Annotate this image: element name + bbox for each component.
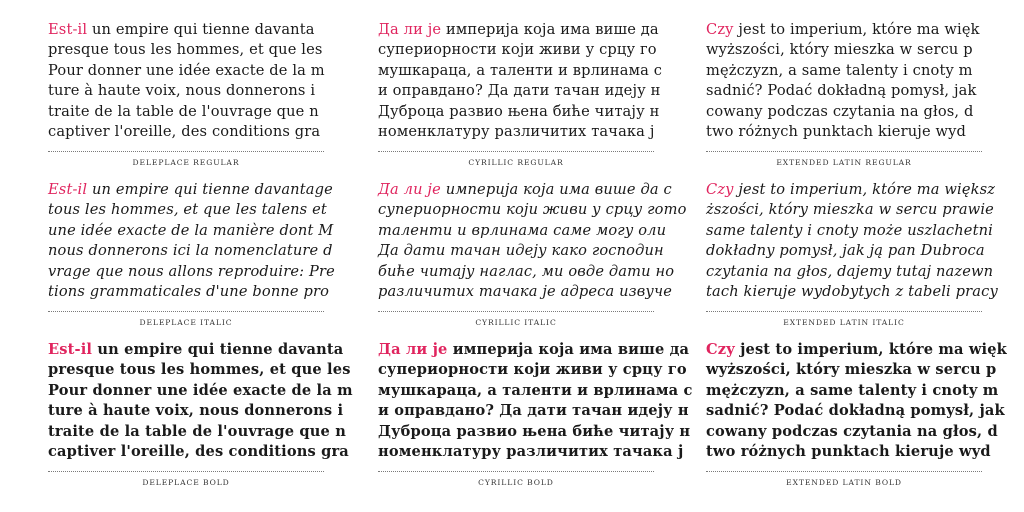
specimen-text <box>378 180 687 304</box>
style-caption: CYRILLIC REGULAR <box>468 158 564 167</box>
specimen-line: биће читају наглас, ми овде дати но <box>378 262 675 280</box>
style-caption: EXTENDED LATIN BOLD <box>786 478 902 487</box>
specimen-text <box>378 340 693 464</box>
specimen-deleplace-bold <box>48 340 353 490</box>
specimen-line: Est-il un empire qui tienne davanta <box>48 21 315 38</box>
specimen-line: vrage que nous allons reproduire: Pre <box>48 262 335 280</box>
specimen-line: cowany podczas czytania na głos, d <box>706 102 974 120</box>
specimen-line: mężczyzn, a same talenty i cnoty m <box>706 61 973 79</box>
specimen-line: dokładny pomysł, jak ją pan Dubroca <box>706 242 985 260</box>
style-caption: DELEPLACE BOLD <box>142 478 230 487</box>
specimen-text <box>706 340 1007 464</box>
specimen-line: и оправдано? Да дати тачан идеју н <box>378 402 689 420</box>
specimen-line: Да ли је империја која има више да <box>378 341 690 358</box>
specimen-line: Да ли је империја која има више да с <box>378 181 672 198</box>
specimen-cyrillic-regular <box>378 20 663 170</box>
dotted-divider <box>378 311 654 312</box>
dotted-divider <box>378 471 654 472</box>
specimen-line: Est-il un empire qui tienne davanta <box>48 341 344 358</box>
specimen-text <box>706 20 982 144</box>
specimen-line: мушкараца, а таленти и врлинама с <box>378 381 693 399</box>
specimen-cyrillic-italic <box>378 180 687 330</box>
specimen-cyrillic-bold <box>378 340 693 490</box>
style-caption: CYRILLIC BOLD <box>478 478 554 487</box>
specimen-line: sadnić? Podać dokładną pomysł, jak <box>706 402 1005 420</box>
dotted-divider <box>48 151 324 152</box>
specimen-line: presque tous les hommes, et que les <box>48 41 323 59</box>
specimen-line: czytania na głos, dajemy tutaj nazewn <box>706 262 994 280</box>
style-caption: DELEPLACE ITALIC <box>139 318 233 327</box>
specimen-text <box>48 340 353 464</box>
dotted-divider <box>706 151 982 152</box>
specimen-line: wyższości, który mieszka w sercu p <box>706 361 997 379</box>
specimen-line: различитих тачака је адреса извуче <box>378 283 673 301</box>
specimen-line: ższości, który mieszka w sercu prawie <box>706 201 994 219</box>
lead-word: Czy <box>706 341 735 358</box>
specimen-line: two różnych punktach kieruje wyd <box>706 123 967 141</box>
specimen-line: номенклатуру различитих тачака ј <box>378 123 655 141</box>
specimen-line: presque tous les hommes, et que les <box>48 361 351 379</box>
specimen-line: таленти и врлинама саме могу оли <box>378 221 667 239</box>
specimen-line: номенклатуру различитих тачака ј <box>378 443 684 461</box>
style-caption: EXTENDED LATIN REGULAR <box>776 158 912 167</box>
style-caption: DELEPLACE REGULAR <box>132 158 240 167</box>
lead-word: Да ли је <box>378 341 448 358</box>
lead-word: Est-il <box>48 21 88 38</box>
specimen-line: Дуброца развио њена биће читају н <box>378 102 660 120</box>
specimen-line: traite de la table de l'ouvrage que n <box>48 102 319 120</box>
specimen-extended-latin-italic <box>706 180 998 330</box>
specimen-line: tions grammaticales d'une bonne pro <box>48 283 330 301</box>
specimen-line: tach kieruje wydobytych z tabeli pracy <box>706 283 998 301</box>
specimen-line: Да ли је империја која има више да <box>378 21 659 38</box>
lead-word: Est-il <box>48 181 88 198</box>
dotted-divider <box>48 471 324 472</box>
specimen-line: wyższości, który mieszka w sercu p <box>706 41 973 59</box>
specimen-line: Да дати тачан идеју како господин <box>378 242 664 260</box>
specimen-line: и оправдано? Да дати тачан идеју н <box>378 82 661 100</box>
specimen-line: Czy jest to imperium, które ma więk <box>706 341 1007 358</box>
specimen-text <box>706 180 998 304</box>
specimen-line: Czy jest to imperium, które ma więk <box>706 21 980 38</box>
specimen-line: captiver l'oreille, des conditions gra <box>48 123 321 141</box>
lead-word: Да ли је <box>378 181 441 198</box>
lead-word: Czy <box>706 21 734 38</box>
specimen-line: супериорности који живи у срцу го <box>378 41 657 59</box>
specimen-line: супериорности који живи у срцу гото <box>378 201 687 219</box>
specimen-line: une idée exacte de la manière dont M <box>48 221 334 239</box>
specimen-line: Czy jest to imperium, które ma większ <box>706 181 996 198</box>
specimen-line: nous donnerons ici la nomenclature d <box>48 242 333 260</box>
specimen-line: two różnych punktach kieruje wyd <box>706 443 991 461</box>
dotted-divider <box>378 151 654 152</box>
lead-word: Да ли је <box>378 21 442 38</box>
specimen-line: Pour donner une idée exacte de la m <box>48 61 325 79</box>
specimen-line: mężczyzn, a same talenty i cnoty m <box>706 381 999 399</box>
specimen-line: мушкараца, а таленти и врлинама с <box>378 61 663 79</box>
specimen-line: sadnić? Podać dokładną pomysł, jak <box>706 82 977 100</box>
specimen-extended-latin-regular <box>706 20 982 170</box>
specimen-line: cowany podczas czytania na głos, d <box>706 422 998 440</box>
style-caption: EXTENDED LATIN ITALIC <box>783 318 905 327</box>
specimen-text <box>48 180 335 304</box>
specimen-line: tous les hommes, et que les talens et <box>48 201 327 219</box>
lead-word: Est-il <box>48 341 93 358</box>
lead-word: Czy <box>706 181 734 198</box>
style-caption: CYRILLIC ITALIC <box>475 318 557 327</box>
specimen-deleplace-regular <box>48 20 324 170</box>
dotted-divider <box>706 471 982 472</box>
specimen-line: Pour donner une idée exacte de la m <box>48 381 353 399</box>
specimen-line: ture à haute voix, nous donnerons i <box>48 402 344 420</box>
specimen-text <box>48 20 324 144</box>
specimen-line: ture à haute voix, nous donnerons i <box>48 82 316 100</box>
specimen-extended-latin-bold <box>706 340 1007 490</box>
specimen-line: captiver l'oreille, des conditions gra <box>48 443 349 461</box>
specimen-line: супериорности који живи у срцу го <box>378 361 687 379</box>
specimen-line: Дуброца развио њена биће читају н <box>378 422 691 440</box>
specimen-line: traite de la table de l'ouvrage que n <box>48 422 346 440</box>
dotted-divider <box>48 311 324 312</box>
specimen-line: same talenty i cnoty może uszlachetni <box>706 221 993 239</box>
dotted-divider <box>706 311 982 312</box>
specimen-deleplace-italic <box>48 180 335 330</box>
specimen-text <box>378 20 663 144</box>
specimen-line: Est-il un empire qui tienne davantage <box>48 181 333 198</box>
